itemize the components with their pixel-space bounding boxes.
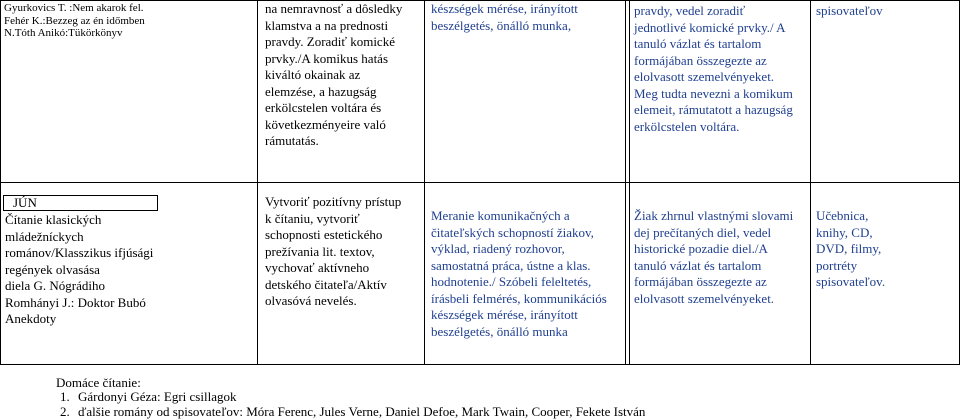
home-reading-heading: Domáce čítanie: — [56, 375, 141, 390]
june-row-books: Čítanie klasických mládežníckych románov/Klasszikus ifjúsági regények olvasása diela G. Nógrádiho Romhányi J.: Doktor Bubó Anekdoty — [5, 212, 154, 326]
june-row-resources: Učebnica, knihy, CD, DVD, filmy, portréty spisovateľov. — [816, 208, 886, 289]
top-row-resources: spisovateľov — [816, 3, 883, 18]
june-row-goals: Vytvoriť pozitívny prístup k čítaniu, vytvoriť schopnosti estetického prežívania lit. textov, vychovať aktívneho detského čitateľa/Aktív olvasóvá nevelés. — [265, 194, 402, 308]
home-reading-item-2-number: 2. — [60, 404, 70, 419]
home-reading-item-1-number: 1. — [60, 389, 70, 404]
home-reading-item-2: ďalšie romány od spisovateľov: Móra Ferenc, Jules Verne, Daniel Defoe, Mark Twain, Cooper, Fekete István — [78, 404, 646, 419]
column-border-3 — [625, 0, 626, 364]
june-row-methods: Meranie komunikačných a čitateľských schopností žiakov, výklad, riadený rozhovor, samostatná práca, ústne a klas. hodnotenie./ Szóbeli feleltetés, írásbeli felmérés, kommunikációs készségek mérése, irányított beszélgetés, önálló munka — [431, 208, 607, 339]
column-border-4 — [629, 0, 630, 364]
top-row-methods: készségek mérése, irányított beszélgetés, önálló munka, — [431, 1, 578, 33]
top-row-books: Gyurkovics T. :Nem akarok fel. Fehér K.:Bezzeg az én időmben N.Tóth Anikó:Tükörkönyv — [4, 2, 145, 39]
month-label: JÚN — [13, 195, 37, 210]
month-label-box — [3, 195, 158, 211]
column-border-2 — [424, 0, 425, 364]
column-border-1 — [257, 0, 258, 364]
column-border-5 — [810, 0, 811, 364]
home-reading-item-1: Gárdonyi Géza: Egri csillagok — [78, 389, 237, 404]
row-divider-1 — [0, 182, 960, 183]
top-row-outcomes: pravdy, vedel zoradiť jednotlivé komické prvky./ A tanuló vázlat és tartalom formájában összegezte az elolvasott szemelvényeket. Meg tudta nevezni a komikum elemeit, rámutatott a hazugság erkölcstelen voltára. — [634, 3, 793, 134]
june-row-outcomes: Žiak zhrnul vlastnými slovami dej prečítaných diel, vedel historické pozadie diel./A tanuló vázlat és tartalom formájában összegezte az elolvasott szemelvényeket. — [634, 208, 794, 306]
column-border-0 — [0, 0, 1, 364]
top-row-goals: na nemravnosť a dôsledky klamstva a na prednosti pravdy. Zoradiť komické prvky./A komikus hatás kiváltó okainak az elemzése, a hazugság erkölcstelen voltára és következményeire való rámutatás. — [265, 1, 403, 148]
row-divider-2 — [0, 364, 960, 365]
